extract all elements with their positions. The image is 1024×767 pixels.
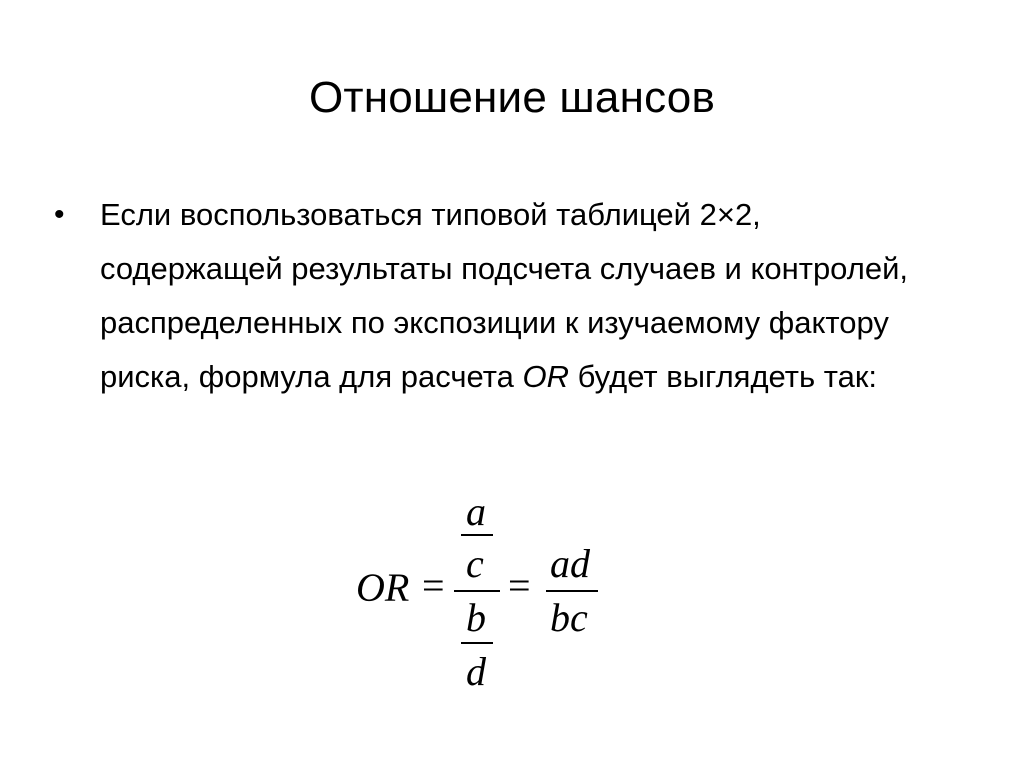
formula-main-bar [454,590,500,592]
formula-inner-top-denominator: c [466,541,484,586]
formula-equals-2: = [508,563,531,608]
formula-inner-bottom-denominator: d [466,649,486,694]
formula-inner-bottom-bar [461,642,493,644]
bullet-marker: • [54,198,65,231]
bullet-text-emphasis: OR [522,359,569,394]
bullet-text-after: будет выглядеть так: [568,359,878,394]
formula-inner-top-bar [461,534,493,536]
bullet-text-before: Если воспользоваться типовой таблицей 2×2, содержащей результаты подсчета случаев и контролей, распределенных по экспозиции к изучаемому фактору риска, формула для расчета [100,197,908,394]
formula-rhs-bar [546,590,598,592]
bullet-text [100,188,940,404]
odds-ratio-formula [350,490,650,710]
formula-inner-top-numerator: a [466,489,486,534]
slide-title: Отношение шансов [308,73,716,122]
formula-rhs-denominator: bc [550,595,588,640]
formula-lhs: OR [356,565,410,610]
formula-rhs-numerator: ad [550,541,590,586]
formula-equals-1: = [422,563,445,608]
formula-inner-bottom-numerator: b [466,595,486,640]
